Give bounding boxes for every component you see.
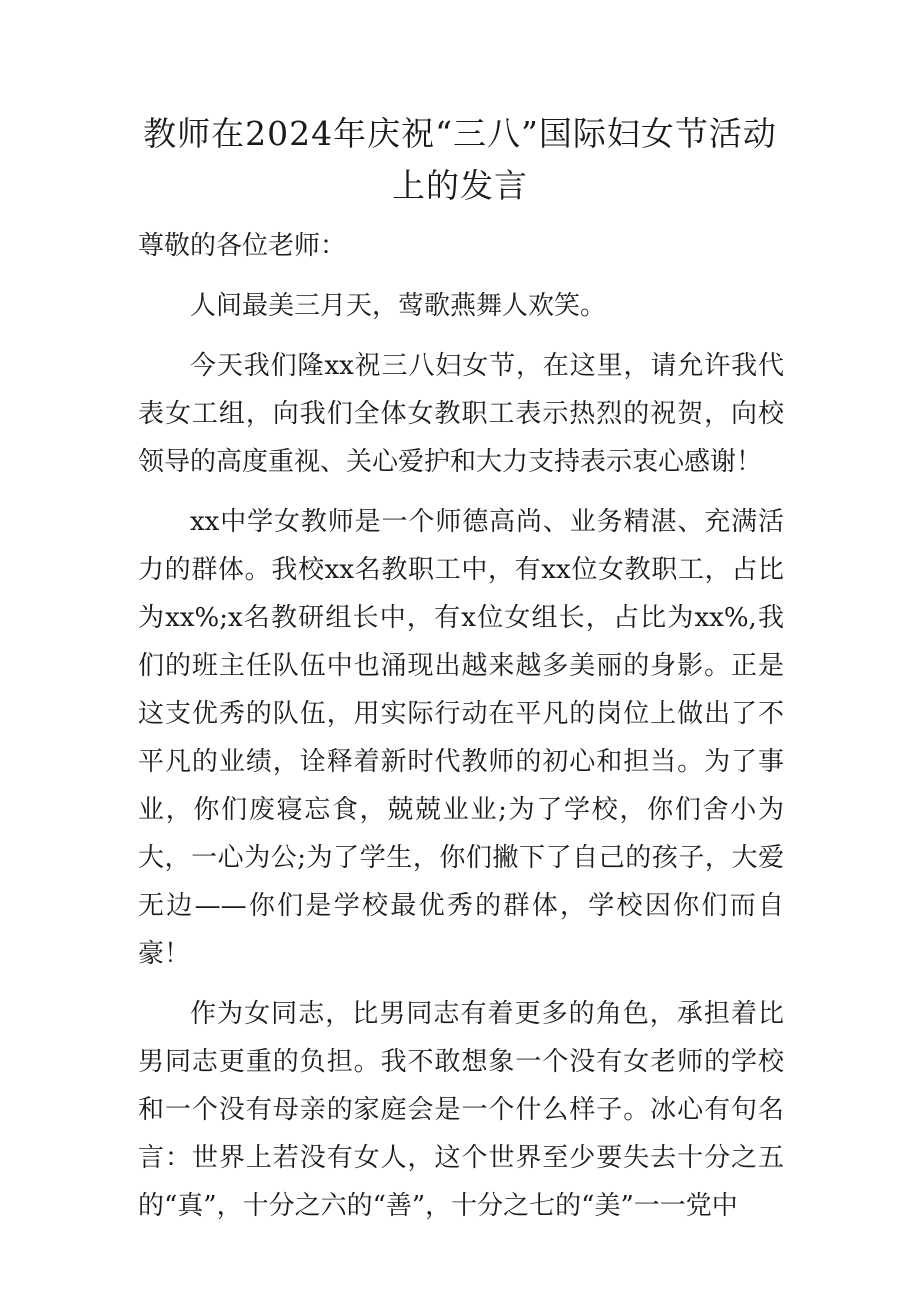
document-body [138,222,784,1242]
paragraph-3: xx中学女教师是一个师德高尚、业务精湛、充满活力的群体。我校xx名教职工中，有xx位女教职工，占比为xx%;x名教研组长中，有x位女组长，占比为xx%,我们的班主任队伍中也涌现出越来越多美丽的身影。正是这支优秀的队伍，用实际行动在平凡的岗位上做出了不平凡的业绩，诠释着新时代教师的初心和担当。为了事业，你们废寝忘食，兢兢业业;为了学校，你们舍小为大，一心为公;为了学生，你们撇下了自己的孩子，大爱无边——你们是学校最优秀的群体，学校因你们而自豪！ [138,507,784,969]
salutation: 尊敬的各位老师： [138,231,347,261]
document-title: 教师在2024年庆祝“三八”国际妇女节活动上的发言 [143,114,777,205]
paragraph-4: 作为女同志，比男同志有着更多的角色，承担着比男同志更重的负担。我不敢想象一个没有女老师的学校和一个没有母亲的家庭会是一个什么样子。冰心有句名言：世界上若没有女人，这个世界至少要失去十分之五的“真”，十分之六的“善”，十分之七的“美”一一党中 [138,999,784,1221]
paragraph-2: 今天我们隆xx祝三八妇女节，在这里，请允许我代表女工组，向我们全体女教职工表示热烈的祝贺，向校领导的高度重视、关心爱护和大力支持表示衷心感谢！ [138,351,784,477]
paragraph-1: 人间最美三月天，莺歌燕舞人欢笑。 [190,291,607,321]
